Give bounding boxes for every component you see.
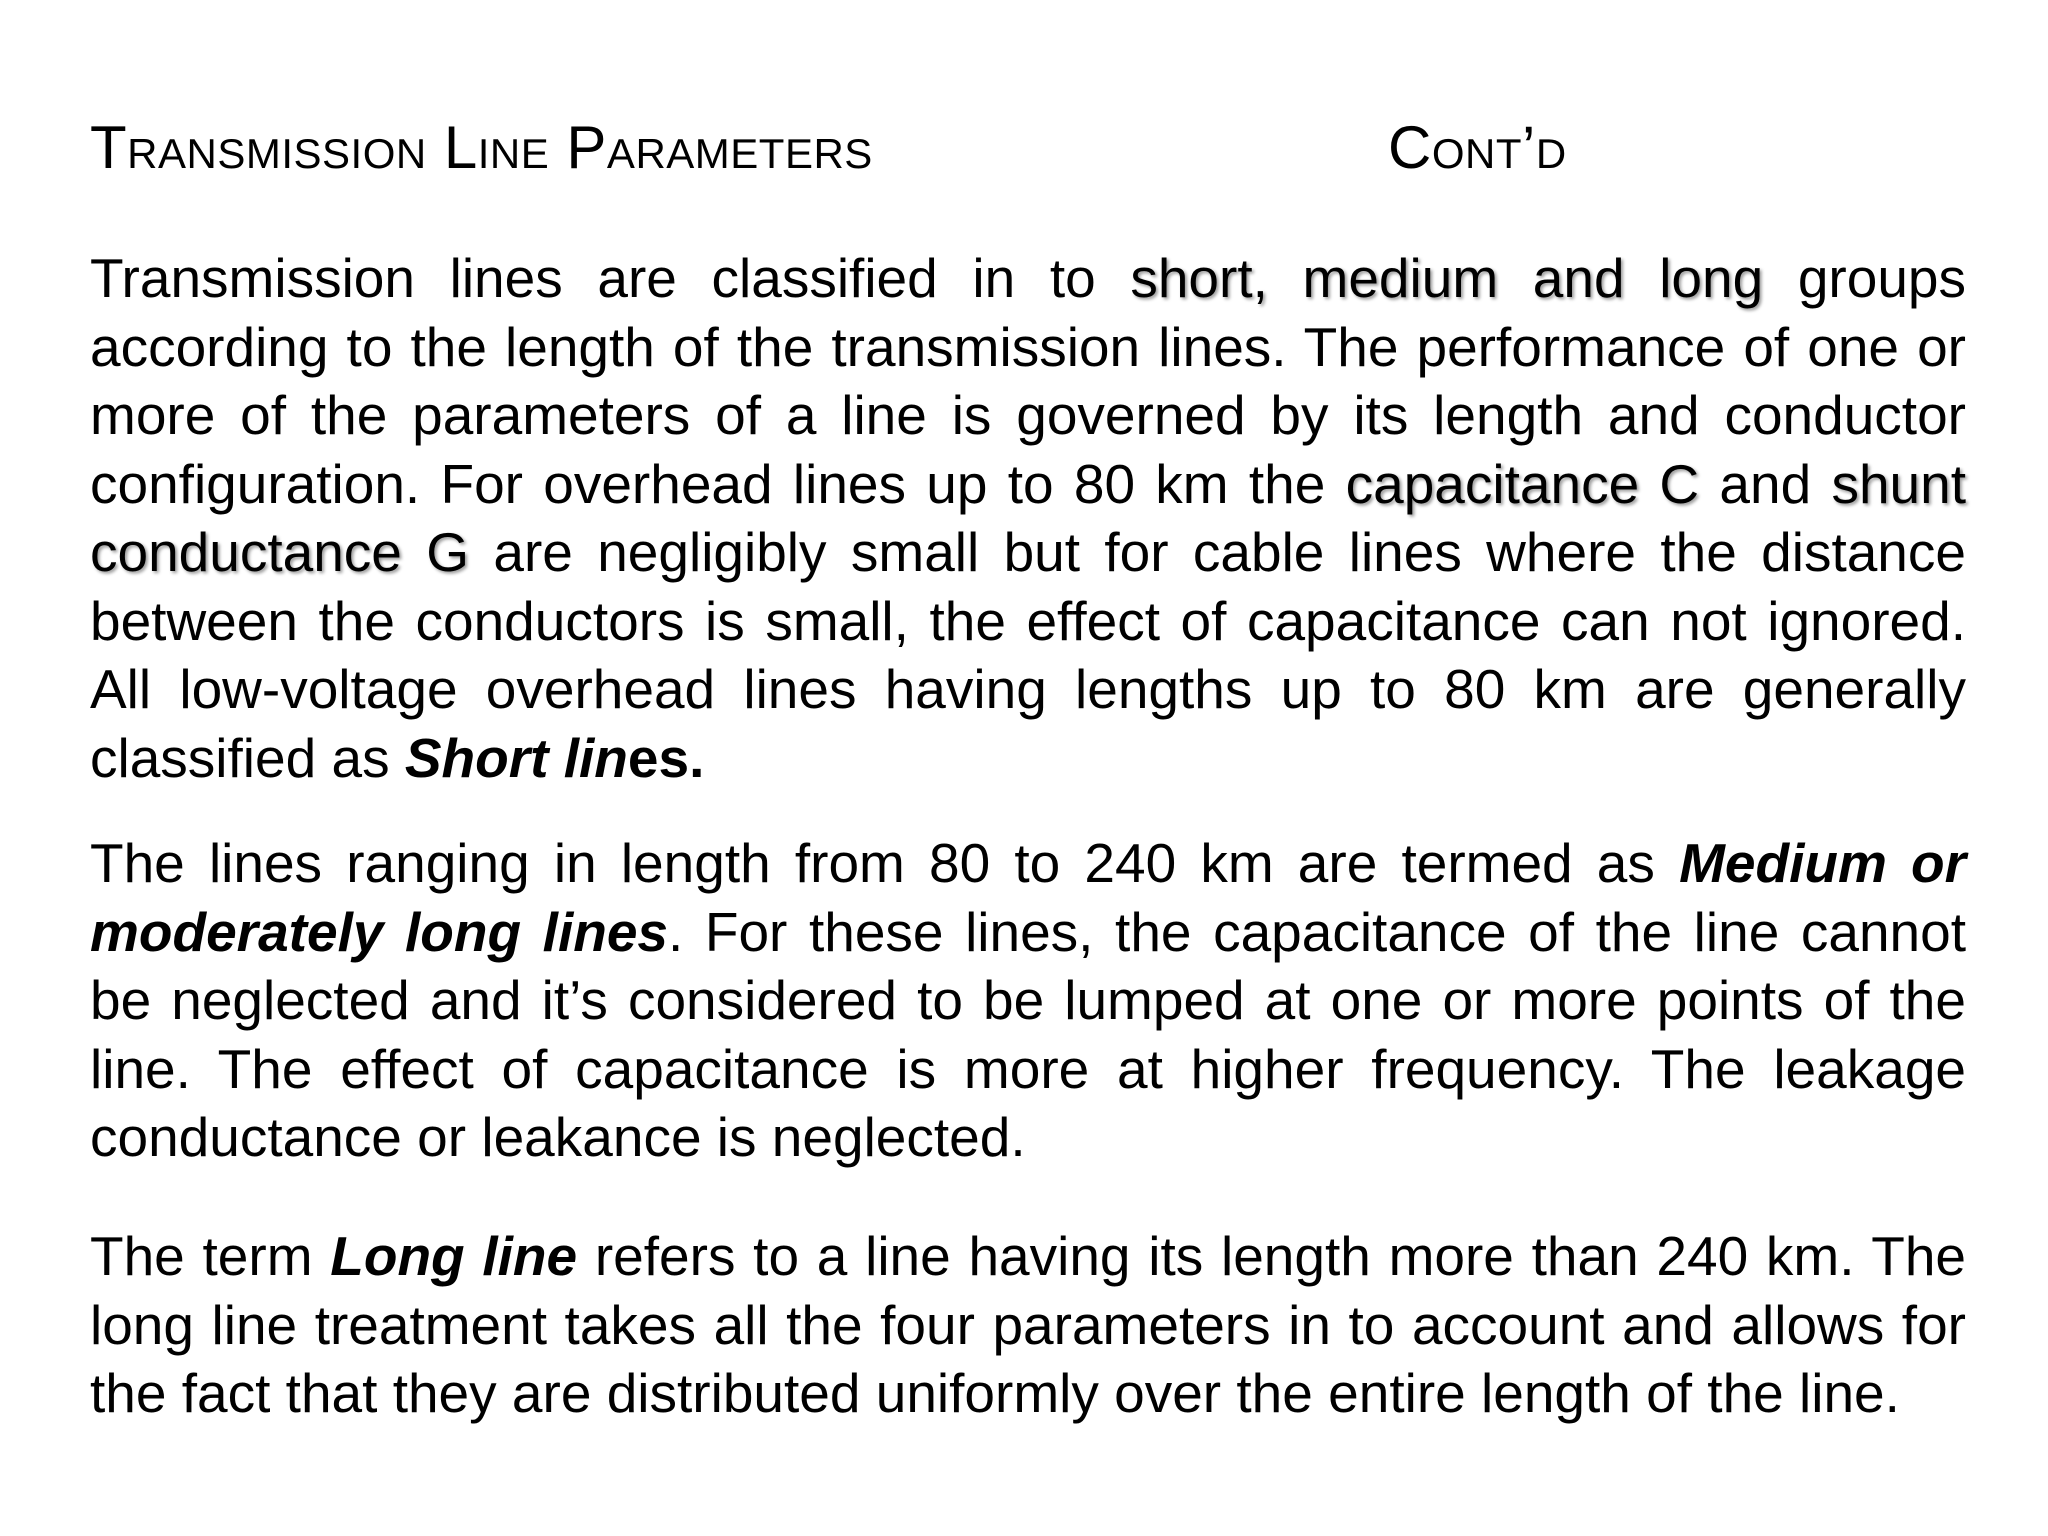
text-run: The term [90, 1225, 331, 1287]
slide-title: Transmission Line Parameters [90, 114, 873, 181]
slide-title-continued: Cont’d [1388, 114, 1567, 181]
text-run: and [1699, 452, 1832, 515]
text-run: The lines ranging in length from 80 to 240 km are termed as [90, 832, 1680, 894]
highlight-shunt-conductance-g: shunt conductance G [90, 452, 1967, 583]
paragraph-medium-lines [90, 829, 1966, 1172]
paragraph-long-lines [90, 1222, 1966, 1428]
emphasis-medium-lines: Medium or moderately long lines [90, 832, 1967, 963]
text-run: . For these lines, the capacitance of the line cannot be neglected and it’s considered to be lumped at one or more points of the line. The effect of capacitance is more at higher frequency. The leakage conductance or leakance is neglected. [90, 900, 1966, 1168]
emphasis-short-lines-end: es. [627, 726, 705, 789]
paragraph-line-classification [90, 244, 1966, 792]
highlight-capacitance-c: capacitance C [1345, 452, 1700, 515]
text-run: Transmission lines are classified in to [90, 247, 1131, 309]
text-run: refers to a line having its length more than 240 km. The long line treatment takes all the four parameters in to account and allows for the fact that they are distributed uniformly over the entire length of the line. [90, 1225, 1967, 1424]
highlight-short-medium-long: short, medium and long [1130, 247, 1764, 309]
text-run: groups according to the length of the transmission lines. The performance of one or more of the parameters of a line is governed by its length and conductor configuration. For overhead lines up to 80 km the [90, 247, 1966, 515]
text-run: are negligibly small but for cable lines where the distance between the conductors is small, the effect of capacitance can not ignored. All low-voltage overhead lines having lengths up to 80 km are generally classified as [90, 521, 1966, 789]
emphasis-long-line: Long line [330, 1225, 578, 1287]
emphasis-short-lines: Short lin [404, 726, 628, 789]
slide-title-row [90, 108, 1990, 188]
